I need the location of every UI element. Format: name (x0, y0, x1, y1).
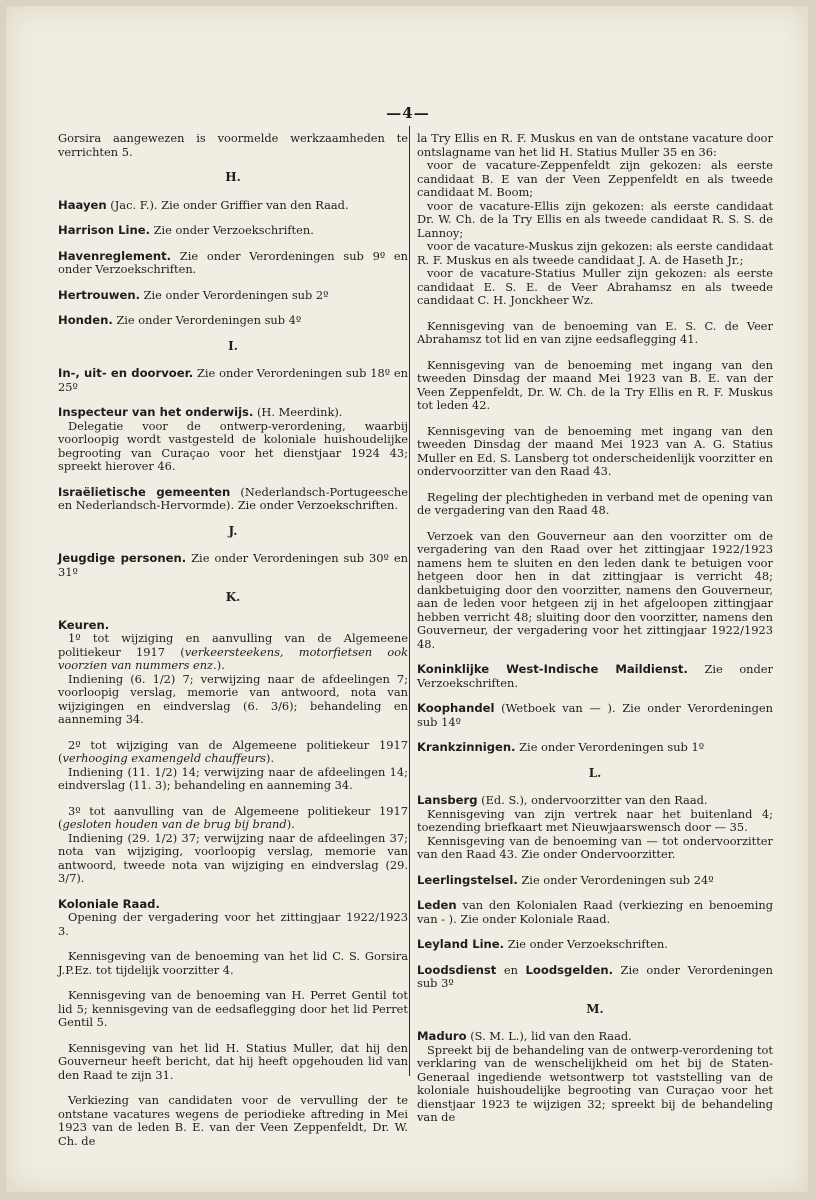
entry-leden (417, 899, 773, 926)
entry-keyword: In-, uit- en doorvoer. (58, 366, 194, 380)
entry-keyword: Harrison Line. (58, 223, 150, 237)
keuren-item-1 (58, 632, 408, 673)
koloniale-raad-body: Opening der vergadering voor het zittingjaar 1922/1923 3. (58, 910, 408, 938)
intro-text: Gorsira aangewezen is voormelde werkzaamheden te verrichten 5. (58, 131, 408, 159)
entry-koloniale-raad (58, 898, 408, 912)
lansberg-body-2: Kennisgeving van de benoeming van — tot ondervoorzitter van den Raad 43. Zie onder Ondervoorzitter. (417, 833, 773, 861)
entry-text: Zie onder Verordeningen sub 4º (112, 313, 302, 327)
text-run: 3º tot aanvulling van de Algemeene politiekeur 1917 ( (58, 803, 408, 831)
entry-keyword: Lansberg (417, 793, 478, 807)
entry-kwi-maildienst (417, 663, 773, 690)
entry-inspecteur-body: Delegatie voor de ontwerp-verordening, waarbij voorloopig wordt vastgesteld de koloniale huishoudelijke begrooting van Curaçao voor het dienstjaar 1924 43; spreekt hierover 46. (58, 418, 408, 473)
keuren-item-3 (58, 805, 408, 832)
entry-honden (58, 314, 408, 328)
entry-keyword: Maduro (417, 1029, 467, 1043)
section-letter-m: M. (586, 1001, 604, 1016)
entry-keyword: Honden. (58, 313, 113, 327)
raad-paragraph-1: Kennisgeving van de benoeming van E. S. C. de Veer Abrahamsz tot lid en van zijne eedsaflegging 41. (417, 318, 773, 346)
entry-inspecteur (58, 406, 408, 420)
text-run: ). (286, 817, 295, 831)
entry-keyword: Loodsgelden. (525, 962, 614, 977)
text-run: ). (216, 658, 225, 672)
entry-text: Zie onder Verordeningen sub 9º en onder Verzoekschriften. (58, 248, 408, 276)
entry-text: Zie onder Verzoekschriften. (504, 937, 668, 951)
section-letter-k: K. (225, 590, 241, 604)
entry-text: van den Kolonialen Raad (verkiezing en benoeming van - ). Zie onder Koloniale Raad. (417, 898, 773, 926)
entry-keuren (58, 619, 408, 633)
entry-israelietische (58, 486, 408, 513)
column-divider (409, 126, 410, 1076)
entry-keyword: Leerlingstelsel. (417, 872, 518, 887)
italic-run: verkeersteekens, motorfietsen ook voorzien van nummers enz. (58, 644, 408, 672)
entry-text: (Jac. F.). Zie onder Griffier van den Raad. (106, 197, 349, 212)
continued-text-2: voor de vacature-Zeppenfeldt zijn gekozen: als eerste candidaat B. E van der Veen Zeppenfeldt en als tweede candidaat M. Boom; (417, 158, 773, 199)
text-run: 1º tot wijziging en aanvulling van de Algemeene politiekeur 1917 ( (58, 631, 408, 659)
entry-haayen (58, 199, 408, 213)
entry-jeugdige (58, 552, 408, 579)
entry-text: en (496, 962, 526, 977)
continued-text-4: voor de vacature-Muskus zijn gekozen: als eerste candidaat R. F. Muskus en als tweede candidaat J. A. de Haseth Jr.; (417, 239, 773, 267)
entry-koophandel (417, 702, 773, 729)
entry-text: Zie onder Verordeningen sub 30º en 31º (58, 551, 408, 579)
italic-run: verhooging examengeld chauffeurs (62, 751, 267, 765)
lansberg-body: Kennisgeving van zijn vertrek naar het buitenland 4; toezending briefkaart met Nieuwjaarswensch door — 35. (417, 806, 773, 834)
page-number: —4— (386, 104, 430, 122)
koloniale-raad-p4: Kennisgeving van het lid H. Statius Muller, dat hij den Gouverneur heeft bericht, dat hij heeft opgehouden lid van den Raad te zijn 31. (58, 1040, 408, 1082)
right-column (417, 132, 773, 1137)
keuren-item-3-body: Indiening (29. 1/2) 37; verwijzing naar de afdeelingen 37; nota van wijziging, voorloopig verslag, memorie van antwoord, tweede nota van wijziging en eindverslag (29. 3/7). (58, 830, 408, 885)
entry-in-uit (58, 367, 408, 394)
entry-text: (Nederlandsch-Portugeesche en Nederlandsch-Hervormde). Zie onder Verzoekschriften. (58, 484, 408, 512)
entry-loodsdienst (417, 964, 773, 991)
entry-krankzinnigen (417, 741, 773, 755)
section-letter-h: H. (225, 170, 241, 184)
italic-run: gesloten houden van de brug bij brand (62, 817, 287, 831)
left-column (58, 132, 408, 1160)
section-letter-j: J. (228, 523, 238, 538)
entry-keyword: Leyland Line. (417, 937, 505, 951)
entry-text: Zie onder Verordeningen sub 1º (515, 740, 705, 754)
entry-leerlingstelsel (417, 874, 773, 888)
entry-harrison (58, 224, 408, 238)
entry-text: Zie onder Verordeningen sub 3º (417, 962, 773, 990)
raad-paragraph-2: Kennisgeving van de benoeming met ingang van den tweeden Dinsdag der maand Mei 1923 van B. E. van der Veen Zeppenfeldt, Dr. W. Ch. de la Try Ellis en R. F. Muskus tot leden 42. (417, 357, 773, 412)
keuren-item-2 (58, 739, 408, 766)
entry-text: (H. Meerdink). (253, 405, 343, 419)
entry-keyword: Koloniale Raad. (58, 896, 160, 911)
entry-keyword: Krankzinnigen. (417, 740, 516, 754)
continued-text-1: la Try Ellis en R. F. Muskus en van de ontstane vacature door ontslagname van het lid H. Statius Muller 35 en 36: (417, 131, 773, 159)
entry-text: Zie onder Verzoekschriften. (417, 662, 773, 690)
entry-lansberg (417, 794, 773, 808)
entry-keyword: Koninklijke West-Indische Maildienst. (417, 662, 688, 676)
continued-text-3: voor de vacature-Ellis zijn gekozen: als eerste candidaat Dr. W. Ch. de la Try Ellis en als tweede candidaat R. S. S. de Lannoy; (417, 198, 773, 240)
koloniale-raad-p3: Kennisgeving van de benoeming van H. Perret Gentil tot lid 5; kennisgeving van de eedsaflegging door het lid Perret Gentil 5. (58, 988, 408, 1029)
text-run: 2º tot wijziging van de Algemeene politiekeur 1917 ( (58, 737, 408, 765)
entry-text: Zie onder Verordeningen sub 2º (140, 287, 329, 302)
entry-keyword: Jeugdige personen. (58, 551, 187, 565)
entry-text: (Wetboek van — ). Zie onder Verordeningen sub 14º (417, 701, 773, 729)
maduro-body: Spreekt bij de behandeling van de ontwerp-verordening tot verklaring van de wenschelijkheid om het bij de Staten-Generaal ingediende wetsontwerp tot vaststelling van de koloniale huishoudelijke begrooting van Curaçao voor het dienstjaar 1923 te wijzigen 32; spreekt bij de behandeling van de (417, 1042, 773, 1124)
entry-keyword: Inspecteur van het onderwijs. (58, 405, 254, 419)
text-run: ). (266, 751, 275, 765)
entry-keyword: Haayen (58, 197, 107, 212)
entry-text: Zie onder Verordeningen sub 18º en 25º (58, 366, 408, 394)
koloniale-raad-p2: Kennisgeving van de benoeming van het lid C. S. Gorsira J.P.Ez. tot tijdelijk voorzitter 4. (58, 949, 408, 977)
entry-keyword: Koophandel (417, 701, 495, 715)
entry-keyword: Leden (417, 898, 457, 912)
keuren-item-1-body: Indiening (6. 1/2) 7; verwijzing naar de afdeelingen 7; voorloopig verslag, memorie van antwoord, nota van wijzigingen en eindverslag (6. 3/6); behandeling en aanneming 34. (58, 671, 408, 726)
raad-paragraph-3: Kennisgeving van de benoeming met ingang van den tweeden Dinsdag der maand Mei 1923 van A. G. Statius Muller en Ed. S. Lansberg tot onderscheidenlijk voorzitter en ondervoorzitter van den Raad 43. (417, 423, 773, 478)
entry-leyland (417, 938, 773, 952)
continued-text-5: voor de vacature-Statius Muller zijn gekozen: als eerste candidaat E. S. E. de Veer Abrahamsz en als tweede candidaat C. H. Jonckheer Wz. (417, 266, 773, 307)
entry-text: (Ed. S.), ondervoorzitter van den Raad. (477, 793, 708, 807)
entry-keyword: Hertrouwen. (58, 287, 140, 302)
keuren-item-2-body: Indiening (11. 1/2) 14; verwijzing naar de afdeelingen 14; eindverslag (11. 3); behandeling en aanneming 34. (58, 764, 408, 792)
entry-hertrouwen (58, 289, 408, 303)
entry-keyword: Keuren. (58, 617, 110, 632)
entry-text: (S. M. L.), lid van den Raad. (466, 1029, 632, 1043)
entry-text: Zie onder Verordeningen sub 24º (517, 872, 714, 887)
entry-keyword: Israëlietische gemeenten (58, 484, 231, 499)
entry-keyword: Havenreglement. (58, 248, 172, 263)
raad-paragraph-5: Verzoek van den Gouverneur aan den voorzitter om de vergadering van den Raad over het zittingjaar 1922/1923 namens hem te sluiten en den leden dank te betuigen voor hetgeen door hen in dat zittingjaar is verricht 48; dankbetuiging door den voorzitter, namens den Gouverneur, aan de leden voor hetgeen zij in het afgeloopen zittingjaar hebben verricht 48; sluiting door den voorzitter, namens den Gouverneur, der vergadering voor het zittingjaar 1922/1923 48. (417, 528, 773, 651)
koloniale-raad-p5: Verkiezing van candidaten voor de vervulling der te ontstane vacatures wegens de periodieke aftreding in Mei 1923 van de leden B. E. van der Veen Zeppenfeldt, Dr. W. Ch. de (58, 1093, 408, 1148)
entry-maduro (417, 1030, 773, 1044)
entry-keyword: Loodsdienst (417, 962, 497, 977)
section-letter-i: I. (228, 338, 238, 353)
raad-paragraph-4: Regeling der plechtigheden in verband met de opening van de vergadering van den Raad 48. (417, 489, 773, 517)
section-letter-l: L. (588, 765, 602, 780)
entry-havenreglement (58, 250, 408, 277)
entry-text: Zie onder Verzoekschriften. (149, 223, 314, 237)
